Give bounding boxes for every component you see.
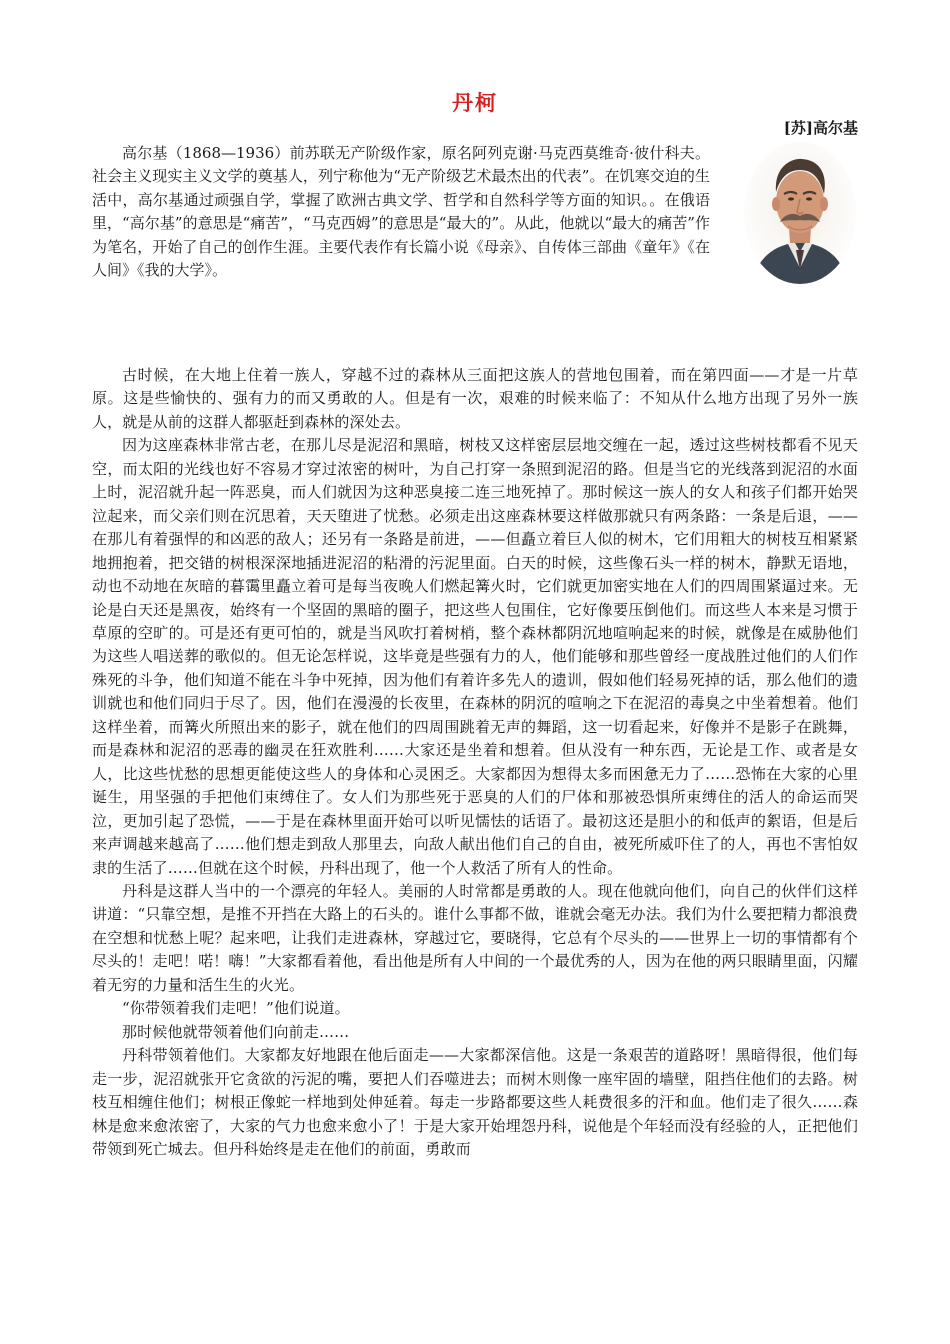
author-bio-section <box>92 142 858 334</box>
article-title: 丹柯 <box>452 90 498 115</box>
author-line: [苏]高尔基 <box>783 119 858 137</box>
author-portrait-image <box>744 142 856 284</box>
author-portrait <box>744 142 856 284</box>
story-paragraph: 古时候，在大地上住着一族人，穿越不过的森林从三面把这族人的营地包围着，而在第四面——才是一片草原。这是些愉快的、强有力的而又勇敢的人。但是有一次，艰难的时候来临了：不知从什么地方出现了另外一族人，就是从前的这群人都驱赶到森林的深处去。 <box>92 366 858 431</box>
story-paragraph: 那时候他就带领着他们向前走…… <box>122 1022 350 1041</box>
story-paragraph: 丹科带领着他们。大家都友好地跟在他后面走——大家都深信他。这是一条艰苦的道路呀！黑暗得很，他们每走一步，泥沼就张开它贪欲的污泥的嘴，要把人们吞噬进去；而树木则像一座牢固的墙壁，阻挡住他们的去路。树枝互相缠住他们；树根正像蛇一样地到处伸延着。每走一步路都要这些人耗费很多的汗和血。他们走了很久……森林是愈来愈浓密了，大家的气力也愈来愈小了！于是大家开始埋怨丹科，说他是个年轻而没有经验的人，正把他们带领到死亡城去。但丹科始终是走在他们的前面，勇敢而 <box>92 1046 858 1158</box>
story-paragraph: 丹科是这群人当中的一个漂亮的年轻人。美丽的人时常都是勇敢的人。现在他就向他们，向自己的伙伴们这样讲道：“只靠空想，是推不开挡在大路上的石头的。谁什么事都不做，谁就会毫无办法。我们为什么要把精力都浪费在空想和忧愁上呢？起来吧，让我们走进森林，穿越过它，要晓得，它总有个尽头的——世界上一切的事情都有个尽头的！走吧！喏！嗨！”大家都看着他，看出他是所有人中间的一个最优秀的人，因为在他的两只眼睛里面，闪耀着无穷的力量和活生生的火光。 <box>92 881 858 994</box>
author-bio: 高尔基（1868—1936）前苏联无产阶级作家，原名阿列克谢·马克西莫维奇·彼什科夫。社会主义现实主义文学的奠基人，列宁称他为“无产阶级艺术最杰出的代表”。在饥寒交迫的生活中，高尔基通过顽强自学，掌握了欧洲古典文学、哲学和自然科学等方面的知识。。在俄语里，“高尔基”的意思是“痛苦”，“马克西姆”的意思是“最大的”。从此，他就以“最大的痛苦”作为笔名，开始了自己的创作生涯。主要代表作有长篇小说《母亲》、自传体三部曲《童年》《在人间》《我的大学》。 <box>92 144 710 280</box>
story-paragraph: “你带领着我们走吧！”他们说道。 <box>122 999 350 1018</box>
story-body <box>92 364 858 1161</box>
story-paragraph: 因为这座森林非常古老，在那儿尽是泥沼和黑暗，树枝又这样密层层地交缠在一起，透过这些树枝都看不见天空，而太阳的光线也好不容易才穿过浓密的树叶，为自己打穿一条照到泥沼的路。但是当它的光线落到泥沼的水面上时，泥沼就升起一阵恶臭，而人们就因为这种恶臭接二连三地死掉了。那时候这一族人的女人和孩子们都开始哭泣起来，而父亲们则在沉思着，天天堕进了忧愁。必须走出这座森林要这样做那就只有两条路：一条是后退，——在那儿有着强悍的和凶恶的敌人；还另有一条路是前进，——但矗立着巨人似的树木，它们用粗大的树枝互相紧紧地拥抱着，把交错的树根深深地插进泥沼的粘滑的污泥里面。白天的时候，这些像石头一样的树木，静默无语地，动也不动地在灰暗的暮霭里矗立着可是每当夜晚人们燃起篝火时，它们就更加密实地在人们的四周围紧逼过来。无论是白天还是黑夜，始终有一个坚固的黑暗的圈子，把这些人包围住，它好像要压倒他们。而这些人本来是习惯于草原的空旷的。可是还有更可怕的，就是当风吹打着树梢，整个森林都阴沉地喧响起来的时候，就像是在威胁他们为这些人唱送葬的歌似的。但无论怎样说，这毕竟是些强有力的人，他们能够和那些曾经一度战胜过他们的人们作殊死的斗争，他们知道不能在斗争中死掉，因为他们有着许多先人的遗训，假如他们轻易死掉的话，那么他们的遗训就也和他们同归于尽了。因，他们在漫漫的长夜里，在森林的阴沉的喧响之下在泥沼的毒臭之中坐着想着。他们这样坐着，而篝火所照出来的影子，就在他们的四周围跳着无声的舞蹈，这一切看起来，好像并不是影子在跳舞，而是森林和泥沼的恶毒的幽灵在狂欢胜利……大家还是坐着和想着。但从没有一种东西，无论是工作、或者是女人，比这些忧愁的思想更能使这些人的身体和心灵困乏。大家都因为想得太多而困惫无力了……恐怖在大家的心里诞生，用坚强的手把他们束缚住了。女人们为那些死于恶臭的人们的尸体和那被恐惧所束缚住的活人的命运而哭泣，更加引起了恐慌，——于是在森林里面开始可以听见懦怯的话语了。最初这还是胆小的和低声的絮语，但是后来声调越来越高了……他们想走到敌人那里去，向敌人献出他们自己的自由，被死所威吓住了的人，再也不害怕奴隶的生活了……但就在这个时候，丹科出现了，他一个人救活了所有人的性命。 <box>92 436 858 877</box>
article <box>92 88 858 1161</box>
